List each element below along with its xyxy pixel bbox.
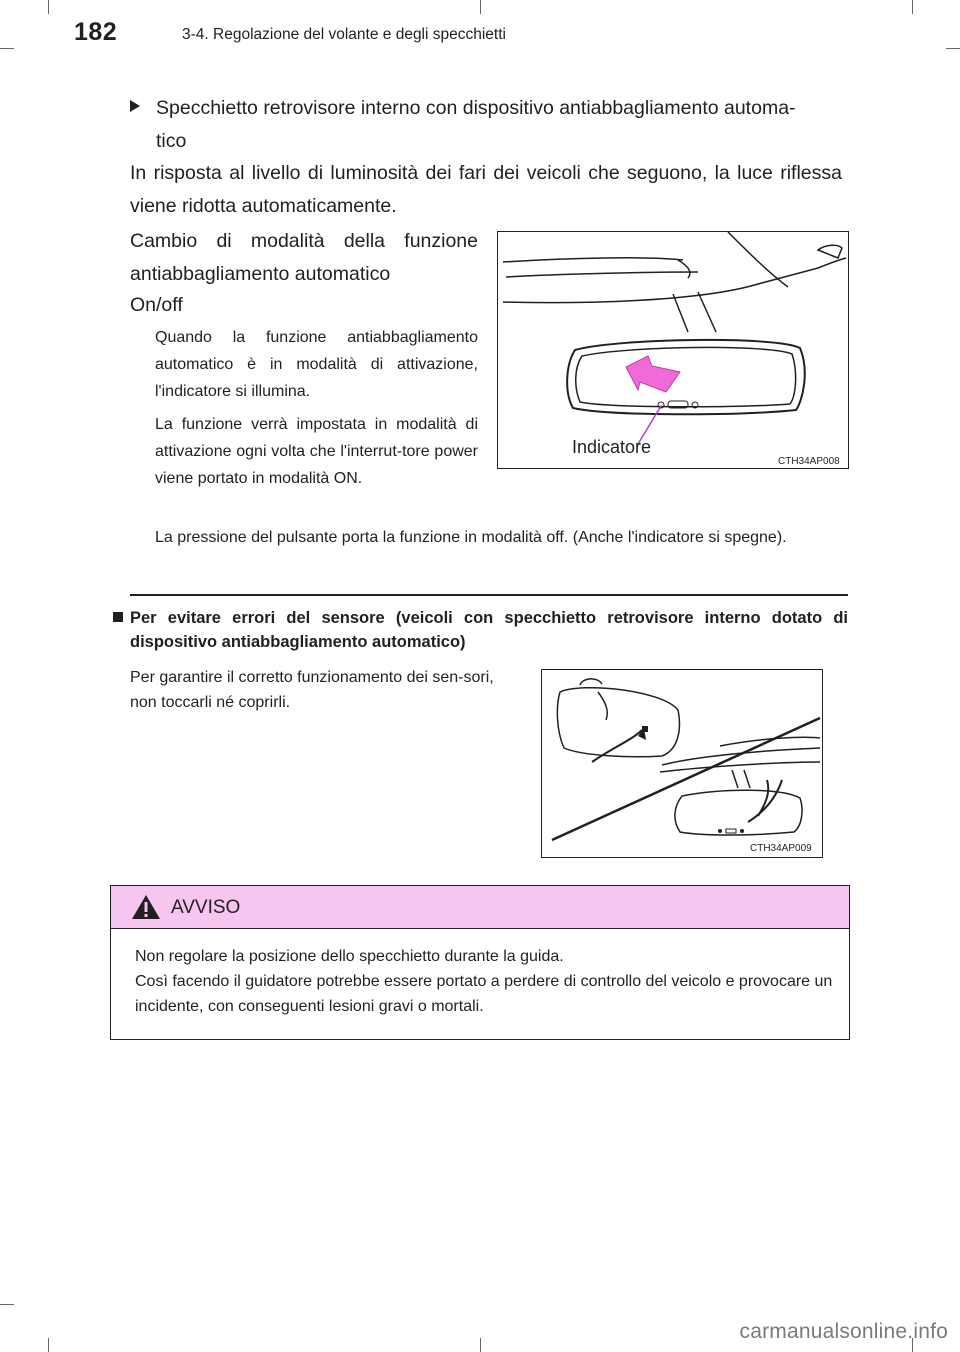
page-number: 182 <box>74 18 118 46</box>
warning-header <box>111 886 849 929</box>
sensor-illustration <box>542 670 822 857</box>
crop-mark <box>480 0 481 14</box>
mirror-illustration <box>498 232 848 468</box>
crop-mark <box>48 1338 49 1352</box>
sensor-text: Per garantire il corretto funzionamento dei sen-sori, non toccarli né coprirli. <box>130 669 494 711</box>
watermark: carmanualsonline.info <box>739 1320 948 1343</box>
mode-change-text: Cambio di modalità della funzione antiabbagliamento automatico <box>130 230 478 285</box>
paragraph-off: La pressione del pulsante porta la funzione in modalità off. (Anche l'indicatore si spegne). <box>155 529 787 546</box>
warning-triangle-icon <box>131 894 161 920</box>
sensor-section-title: Per evitare errori del sensore (veicoli con specchietto retrovisore interno dotato di dispositivo antiabbagliamento automatico) <box>130 609 848 651</box>
warning-title: AVVISO <box>171 897 241 918</box>
crop-mark <box>0 1304 14 1305</box>
heading-line-2: tico <box>156 130 187 152</box>
indicator-label: Indicatore <box>572 437 652 457</box>
warning-line-2: Così facendo il guidatore potrebbe essere portato a perdere di controllo del veicolo e provocare un incidente, con conseguenti lesioni gravi o mortali. <box>135 973 833 1015</box>
heading-line-1: Specchietto retrovisore interno con dispositivo antiabbagliamento automa- <box>156 97 796 119</box>
crop-mark <box>48 0 49 14</box>
crop-mark <box>480 1338 481 1352</box>
figure-code: CTH34AP009 <box>750 843 812 854</box>
paragraph-indicator: Quando la funzione antiabbagliamento automatico è in modalità di attivazione, l'indicatore si illumina. <box>155 329 478 400</box>
warning-body <box>135 944 835 1019</box>
mirror-indicator-figure <box>497 231 849 469</box>
crop-mark <box>0 48 14 49</box>
paragraph-activation: La funzione verrà impostata in modalità di attivazione ogni volta che l'interrut-tore power viene portato in modalità ON. <box>155 416 478 487</box>
intro-paragraph: In risposta al livello di luminosità dei fari dei veicoli che seguono, la luce riflessa viene ridotta automaticamente. <box>130 162 842 217</box>
crop-mark <box>912 0 913 14</box>
bullet-square-icon <box>113 612 123 622</box>
section-divider <box>130 594 848 596</box>
sensor-figure <box>541 669 823 858</box>
crop-mark <box>946 48 960 49</box>
onoff-label: On/off <box>130 294 183 316</box>
warning-box <box>110 885 850 1040</box>
figure-code: CTH34AP008 <box>778 456 840 467</box>
section-title: 3-4. Regolazione del volante e degli specchietti <box>182 26 506 43</box>
bullet-triangle-icon <box>130 100 140 112</box>
warning-line-1: Non regolare la posizione dello specchietto durante la guida. <box>135 948 564 965</box>
